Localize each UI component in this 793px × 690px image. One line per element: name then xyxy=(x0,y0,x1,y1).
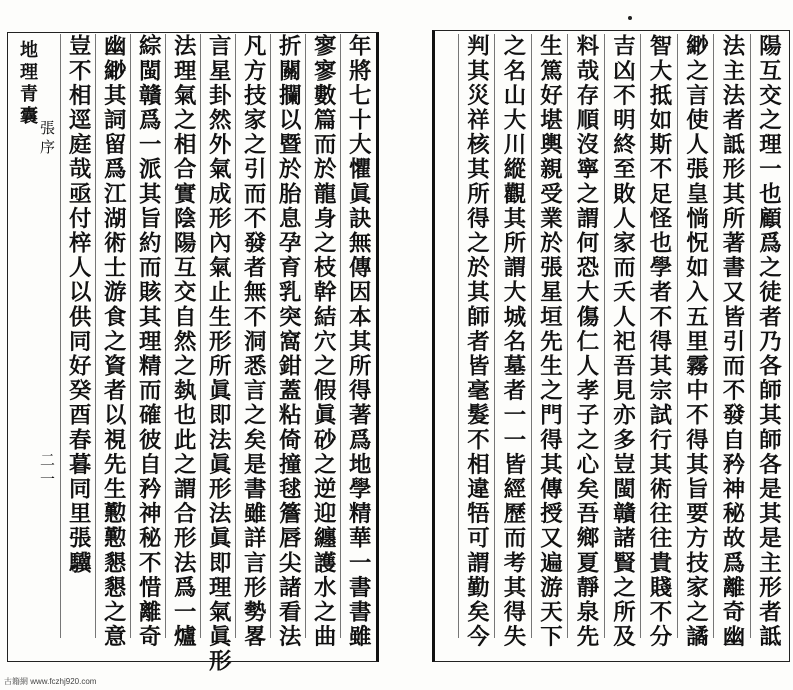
ink-mark xyxy=(628,16,632,20)
right-page xyxy=(426,22,790,667)
text-column xyxy=(60,34,95,638)
text-column xyxy=(604,34,641,649)
text-column xyxy=(235,34,270,649)
footer-watermark: 古籍網 www.fczhj920.com xyxy=(4,677,97,686)
column-text: 言星卦然外氣成形內氣止生形所眞即法眞形法眞即理氣眞形 xyxy=(205,34,232,674)
column-text: 豈不相逕庭哉亟付梓人以供同好癸酉春暮同里張驥 xyxy=(65,34,92,576)
column-text: 幽緲其詞留爲江湖術士游食之資者以視先生懃懃懇懇之意 xyxy=(100,34,127,649)
text-column xyxy=(165,34,200,649)
column-text: 綜閩贛爲一派其旨約而賅其理精而確彼自矜神秘不惜離奇 xyxy=(135,34,162,649)
text-column xyxy=(677,34,714,649)
text-column xyxy=(95,34,130,649)
column-text: 生篤好堪輿親受業於張星垣先生之門得其傳授又遍游天下 xyxy=(536,34,563,649)
margin-page-number: 二一 xyxy=(38,452,56,490)
column-text: 折關攔以暨於胎息孕育乳突窩鉗蓋粘倚撞毬簷唇尖諸看法 xyxy=(275,34,302,649)
text-column xyxy=(270,34,305,649)
text-column xyxy=(567,34,604,649)
text-column xyxy=(640,34,677,649)
text-column xyxy=(200,34,235,674)
margin-section-label: 張序 xyxy=(38,120,56,158)
column-text: 凡方技家之引而不發者無不洞悉言之矣是書雖詳言形勢畧 xyxy=(240,34,267,649)
text-column xyxy=(713,34,750,649)
column-text: 吉凶不明終至敗人家而夭人祀吾見亦多豈閩贛諸賢之所及 xyxy=(609,34,636,649)
column-text: 之名山大川縱觀其所謂大城名墓者一一皆經歷而考其得失 xyxy=(499,34,526,649)
column-text: 料哉存順沒寧之謂何恐大傷仁人孝子之心矣吾鄉夏靜泉先 xyxy=(572,34,599,649)
column-text: 寥寥數篇而於龍身之枝幹結穴之假眞砂之逆迎纏護水之曲 xyxy=(310,34,337,649)
left-page xyxy=(4,22,388,674)
column-text: 法主法者詆形其所著書又皆引而不發自矜神秘故爲離奇幽 xyxy=(718,34,745,649)
column-text: 法理氣之相合實陰陽互交自然之埶也此之謂合形法爲一爐 xyxy=(170,34,197,649)
column-text: 智大抵如斯不足怪也學者不得其宗試行其術往往貴賤不分 xyxy=(645,34,672,649)
text-column xyxy=(130,34,165,649)
column-text: 判其災祥核其所得之於其師者皆毫髮不相違牾可謂勤矣今 xyxy=(463,34,490,649)
text-column xyxy=(458,34,495,649)
text-column xyxy=(305,34,340,649)
text-column xyxy=(494,34,531,649)
margin-book-title: 地理青囊 xyxy=(17,40,38,128)
text-column xyxy=(750,34,787,649)
text-column xyxy=(340,34,375,649)
column-text: 緲之言使人張皇惝怳如入五里霧中不得其旨要方技家之譎 xyxy=(682,34,709,649)
column-text: 年將七十大懼眞訣無傳因本其所得著爲地學精華一書書雖 xyxy=(345,34,372,649)
text-column xyxy=(531,34,568,649)
column-text: 陽互交之理一也顧爲之徒者乃各師其師各是其是主形者詆 xyxy=(755,34,782,649)
